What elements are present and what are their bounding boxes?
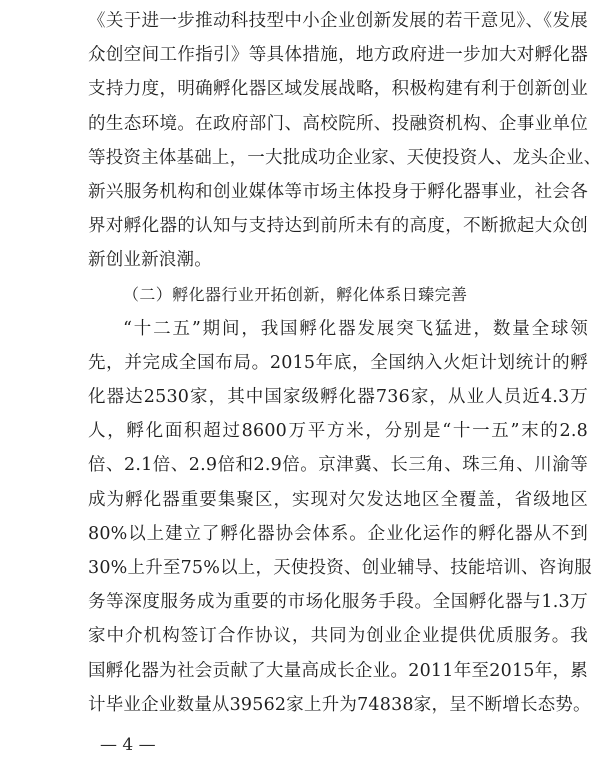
body-text — [88, 4, 602, 722]
paragraph-line: 先，并完成全国布局。2015年底，全国纳入火炬计划统计的孵 — [88, 352, 588, 373]
paragraph-line: “十二五”期间，我国孵化器发展突飞猛进，数量全球领 — [123, 318, 588, 339]
paragraph-line: 80%以上建立了孵化器协会体系。企业化运作的孵化器从不到 — [88, 523, 588, 544]
paragraph-line: 30%上升至75%以上，天使投资、创业辅导、技能培训、咨询服 — [88, 558, 592, 578]
paragraph-line: 等投资主体基础上，一大批成功企业家、天使投资人、龙头企业、 — [88, 147, 602, 168]
paragraph-line: 新创业新浪潮。 — [88, 250, 212, 271]
paragraph-line: 界对孵化器的认知与支持达到前所未有的高度，不断掀起大众创 — [88, 216, 588, 237]
paragraph-line: 化器达2530家，其中国家级孵化器736家，从业人员近4.3万 — [88, 387, 588, 408]
paragraph-line: 计毕业企业数量从39562家上升为74838家，呈不断增长态势。 — [88, 694, 591, 715]
paragraph-line: 的生态环境。在政府部门、高校院所、投融资机构、企事业单位 — [88, 113, 588, 134]
page-number: — 4 — — [100, 735, 156, 755]
paragraph-line: 成为孵化器重要集聚区，实现对欠发达地区全覆盖，省级地区 — [88, 489, 588, 510]
paragraph-2 — [88, 312, 592, 722]
paragraph-line: 人，孵化面积超过8600万平方米，分别是“十一五”末的2.8 — [88, 421, 588, 442]
paragraph-line: 倍、2.1倍、2.9倍和2.9倍。京津冀、长三角、珠三角、川渝等 — [88, 455, 588, 476]
paragraph-line: 国孵化器为社会贡献了大量高成长企业。2011年至2015年，累 — [88, 660, 588, 681]
paragraph-line: 《关于进一步推动科技型中小企业创新发展的若干意见》、《发展 — [88, 11, 588, 31]
paragraph-line: 众创空间工作指引》等具体措施，地方政府进一步加大对孵化器 — [88, 45, 588, 66]
section-heading: （二）孵化器行业开拓创新，孵化体系日臻完善 — [123, 284, 468, 304]
paragraph-line: 新兴服务机构和创业媒体等市场主体投身于孵化器事业，社会各 — [88, 181, 588, 202]
paragraph-1 — [88, 4, 602, 278]
paragraph-line: 支持力度，明确孵化器区域发展战略，积极构建有利于创新创业 — [88, 79, 588, 100]
paragraph-line: 家中介机构签订合作协议，共同为创业企业提供优质服务。我 — [88, 626, 588, 647]
paragraph-line: 务等深度服务成为重要的市场化服务手段。全国孵化器与1.3万 — [88, 592, 588, 613]
